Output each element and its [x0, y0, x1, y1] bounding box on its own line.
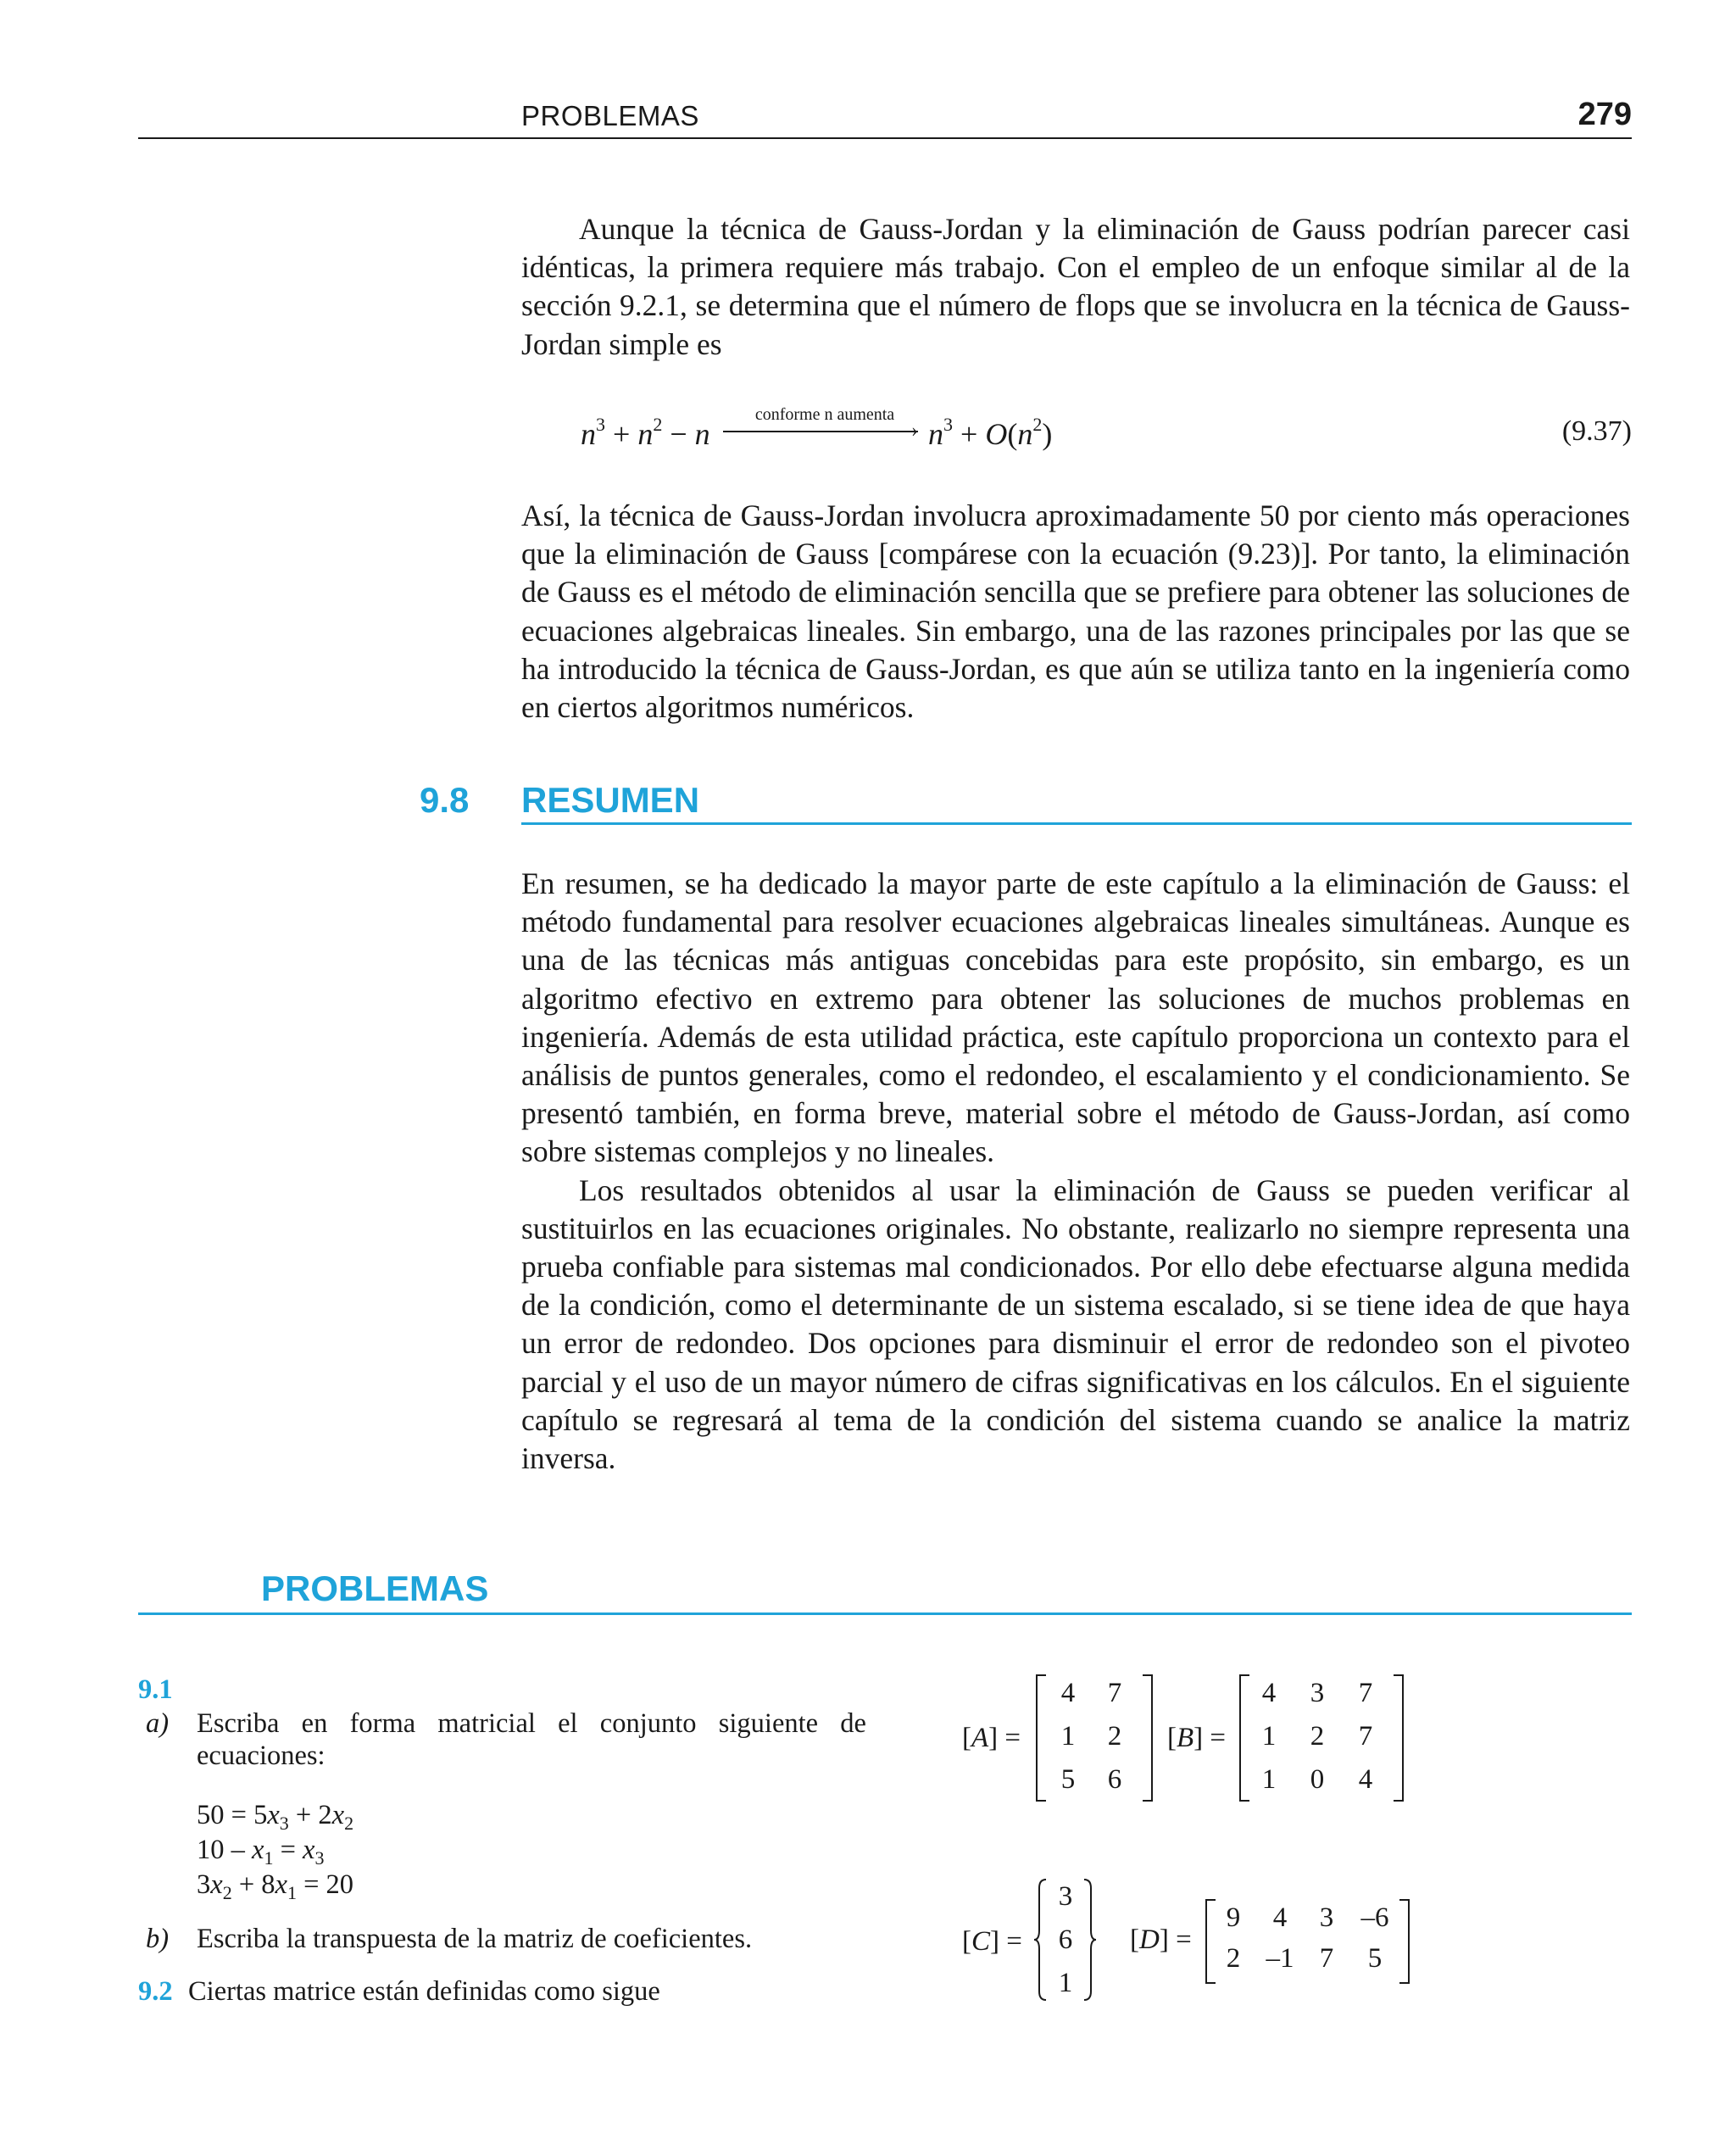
matrix-cell: 7	[1358, 1678, 1373, 1708]
matrix-cell: 1	[1261, 1721, 1277, 1752]
matrix-a	[962, 1674, 1123, 1802]
section-number: 9.8	[420, 780, 470, 820]
page-number: 279	[1577, 97, 1632, 132]
matrix-c-name: [C] =	[962, 1926, 1022, 1957]
matrix-cell: 3	[1319, 1902, 1334, 1933]
matrix-cell: 1	[1261, 1764, 1277, 1795]
matrix-cell: 3	[1310, 1678, 1325, 1708]
problems-rule	[138, 1612, 1632, 1615]
equation-right-side: $n^3 + O(n^2)$	[928, 414, 1053, 451]
matrix-cell: 9	[1226, 1902, 1241, 1933]
matrix-cell: 7	[1319, 1943, 1334, 1974]
matrix-cell: 7	[1358, 1721, 1373, 1752]
matrix-b	[1167, 1674, 1379, 1802]
equation-line-2: $10 - x_1 = x_3$	[197, 1835, 325, 1869]
matrix-cell: 1	[1058, 1968, 1073, 1998]
equation-arrow-label: conforme n aumenta	[754, 405, 895, 424]
intro-paragraph-1	[521, 210, 1630, 364]
section-rule	[521, 822, 1632, 825]
problem-9-2-text: Ciertas matrice están definidas como sigue	[188, 1976, 660, 2007]
running-header-title: PROBLEMAS	[521, 100, 699, 131]
equation-arrow	[723, 405, 926, 456]
problem-9-1-a-label	[146, 1707, 169, 1740]
left-bracket	[1036, 1674, 1046, 1802]
header-rule	[138, 137, 1632, 139]
matrix-cell: 0	[1310, 1764, 1325, 1795]
problem-9-1-b-label	[146, 1923, 169, 1955]
equation-line-3: $3x_2 + 8x_1 = 20$	[197, 1869, 354, 1903]
matrix-cell: 6	[1107, 1764, 1122, 1795]
right-bracket	[1143, 1674, 1153, 1802]
part-a-label: a)	[146, 1708, 170, 1739]
matrix-cell: 2	[1107, 1721, 1122, 1752]
matrix-cell: 3	[1058, 1881, 1073, 1912]
matrix-cell: –1	[1266, 1943, 1294, 1974]
matrix-cell: 1	[1060, 1721, 1076, 1752]
matrix-cell: 4	[1060, 1678, 1076, 1708]
arrow-head-icon: ›	[911, 420, 918, 442]
summary-text	[521, 865, 1630, 1478]
matrix-a-name: [A] =	[962, 1723, 1021, 1753]
section-title: RESUMEN	[521, 780, 700, 820]
matrix-cell: 5	[1367, 1943, 1383, 1974]
matrix-c	[962, 1878, 1098, 2005]
problem-9-1-number: 9.1	[138, 1674, 173, 1705]
matrix-d-name: [D] =	[1130, 1924, 1192, 1955]
right-bracket	[1399, 1899, 1410, 1984]
matrix-cell: 5	[1060, 1764, 1076, 1795]
matrix-cell: 4	[1261, 1678, 1277, 1708]
matrix-d	[1130, 1899, 1401, 1984]
summary-paragraph-1: En resumen, se ha dedicado la mayor parte de este capítulo a la eliminación de Gauss: el método fundamental para resolver ecuaciones algebraicas lineales simultáneas. Aunque es una de las técnicas más antiguas concebidas para este propósito, sin embargo, es un algoritmo efectivo en extremo para obtener las soluciones de muchos problemas en ingeniería. Además de esta utilidad práctica, este capítulo proporciona un contexto para el análisis de puntos generales, como el redondeo, el escalamiento y el condicionamiento. Se presentó también, en forma breve, material sobre el método de Gauss-Jordan, así como sobre sistemas complejos y no lineales.	[521, 866, 1630, 1169]
equation-9-37	[581, 405, 1632, 465]
intro-paragraph-2-text: Así, la técnica de Gauss-Jordan involucra aproximadamente 50 por ciento más operaciones que la eliminación de Gauss [compárese con la ecuación (9.23)]. Por tanto, la eliminación de Gauss es el método de eliminación sencilla que se prefiere para obtener las soluciones de ecuaciones algebraicas lineales. Sin embargo, una de las razones principales por las que se ha introducido la técnica de Gauss-Jordan, es que aún se utiliza tanto en la ingeniería como en ciertos algoritmos numéricos.	[521, 499, 1630, 725]
equation-number: (9.37)	[1561, 415, 1632, 447]
intro-paragraph-1-text: Aunque la técnica de Gauss-Jordan y la eliminación de Gauss podrían parecer casi idénticas, la primera requiere más trabajo. Con el empleo de un enfoque similar al de la sección 9.2.1, se determina que el número de flops que se involucra en la técnica de Gauss-Jordan simple es	[521, 212, 1630, 361]
matrix-cell: 2	[1310, 1721, 1325, 1752]
equation-left-side: $n^3 + n^2 - n$	[581, 414, 710, 451]
matrix-cell: –6	[1360, 1902, 1389, 1933]
matrix-cell: 4	[1358, 1764, 1373, 1795]
matrix-cell: 6	[1058, 1924, 1073, 1955]
right-brace-icon	[1081, 1878, 1098, 2002]
part-b-label: b)	[146, 1924, 170, 1954]
matrix-cell: 4	[1272, 1902, 1288, 1933]
right-bracket	[1394, 1674, 1404, 1802]
problem-9-1-a-text: Escriba en forma matricial el conjunto siguiente de ecuaciones:	[197, 1708, 866, 1771]
matrix-cell: 7	[1107, 1678, 1122, 1708]
problem-9-1-b-text: Escriba la transpuesta de la matriz de coeficientes.	[197, 1924, 753, 1954]
intro-paragraph-2	[521, 497, 1630, 727]
matrix-cell: 2	[1226, 1943, 1241, 1974]
problems-heading: PROBLEMAS	[261, 1568, 489, 1608]
equation-line-1: $50 = 5x_3 + 2x_2$	[197, 1800, 354, 1834]
problem-9-2-number: 9.2	[138, 1976, 173, 2007]
arrow-line	[723, 431, 918, 432]
summary-paragraph-2: Los resultados obtenidos al usar la eliminación de Gauss se pueden verificar al sustituirlos en las ecuaciones originales. No obstante, realizarlo no siempre representa una prueba confiable para sistemas mal condicionados. Por ello debe efectuarse alguna medida de la condición, como el determinante de un sistema escalado, si se tiene idea de que haya un error de redondeo. Dos opciones para disminuir el error de redondeo son el pivoteo parcial y el uso de un mayor número de cifras significativas en los cálculos. En el siguiente capítulo se regresará al tema de la condición del sistema cuando se analice la matriz inversa.	[521, 1172, 1630, 1476]
matrix-b-name: [B] =	[1167, 1723, 1227, 1753]
